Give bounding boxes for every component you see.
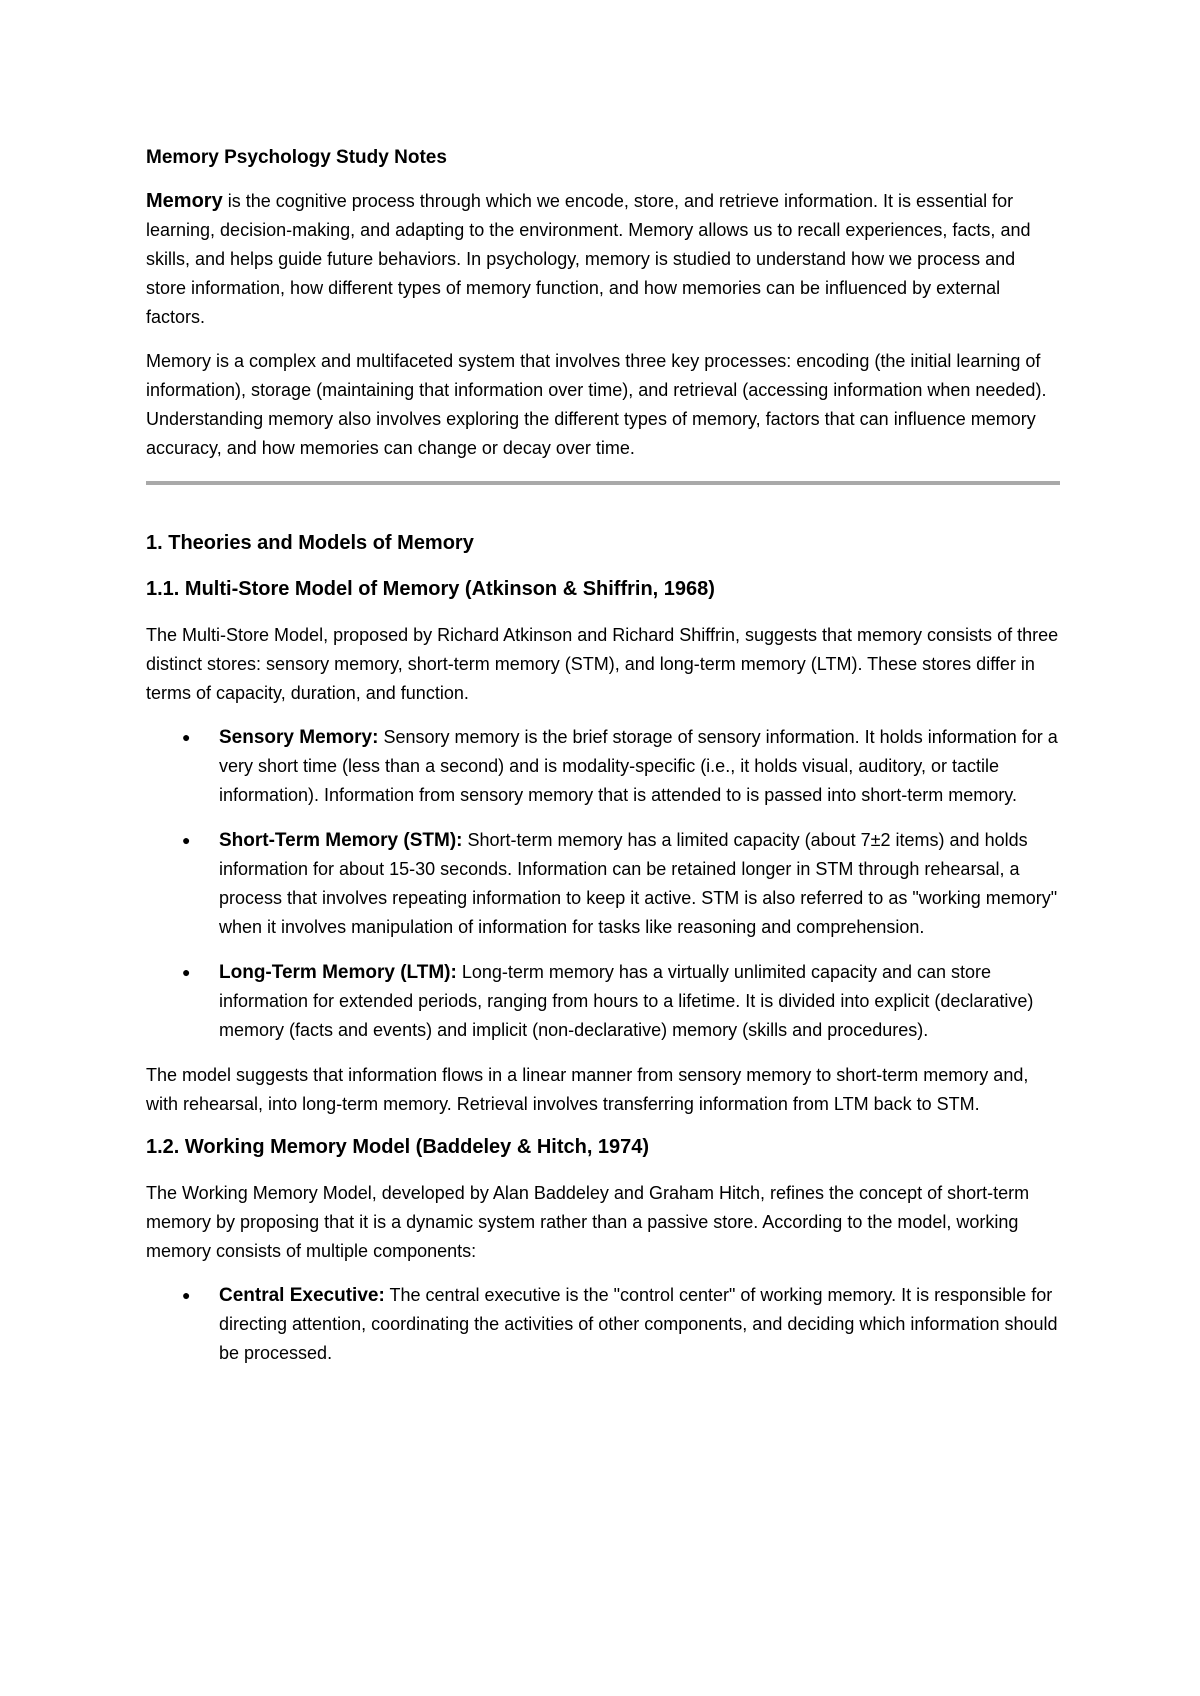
list-item-text: Short-term memory has a limited capacity (about 7±2 items) and holds information for about 15-30 seconds. Information can be retained longer in STM through rehearsal, a process that involves repeating information to keep it active. STM is also referred to as "working memory" when it involves manipulation of information for tasks like reasoning and comprehension. xyxy=(219,830,1058,937)
subsection-heading-1-2: 1.2. Working Memory Model (Baddeley & Hitch, 1974) xyxy=(146,1136,650,1158)
horizontal-divider xyxy=(146,481,1060,485)
list-item xyxy=(146,958,1060,1045)
bullet-list-memory-stores xyxy=(146,723,1060,1045)
list-item-text: The central executive is the "control center" of working memory. It is responsible for directing attention, coordinating the activities of other components, and deciding which information should be processed. xyxy=(219,1285,1058,1363)
list-item-term: Sensory Memory: xyxy=(219,727,379,748)
subsection-heading-1-1: 1.1. Multi-Store Model of Memory (Atkinson & Shiffrin, 1968) xyxy=(146,578,715,600)
bullet-icon: ● xyxy=(182,964,191,980)
list-item xyxy=(146,826,1060,942)
list-item xyxy=(146,723,1060,810)
intro-paragraph-1 xyxy=(146,187,1060,332)
bullet-icon: ● xyxy=(182,729,191,745)
list-item xyxy=(146,1281,1060,1368)
list-item-term: Long-Term Memory (LTM): xyxy=(219,962,457,983)
subsection-1-1-intro: The Multi-Store Model, proposed by Richard Atkinson and Richard Shiffrin, suggests that memory consists of three distinct stores: sensory memory, short-term memory (STM), and long-term memory (LTM). These stores differ in terms of capacity, duration, and function. xyxy=(146,625,1059,703)
list-item-term: Short-Term Memory (STM): xyxy=(219,830,463,851)
bullet-icon: ● xyxy=(182,1287,191,1303)
intro-lead-term: Memory xyxy=(146,190,223,212)
section-heading: 1. Theories and Models of Memory xyxy=(146,532,474,554)
subsection-1-2-intro: The Working Memory Model, developed by Alan Baddeley and Graham Hitch, refines the concept of short-term memory by proposing that it is a dynamic system rather than a passive store. According to the model, working memory consists of multiple components: xyxy=(146,1183,1030,1261)
intro-paragraph-1-text: is the cognitive process through which we encode, store, and retrieve information. It is essential for learning, decision-making, and adapting to the environment. Memory allows us to recall experiences, facts, and skills, and helps guide future behaviors. In psychology, memory is studied to understand how we process and store information, how different types of memory function, and how memories can be influenced by external factors. xyxy=(146,191,1031,327)
subsection-1-1-conclusion: The model suggests that information flows in a linear manner from sensory memory to short-term memory and, with rehearsal, into long-term memory. Retrieval involves transferring information from LTM back to STM. xyxy=(146,1065,1029,1114)
list-item-text: Sensory memory is the brief storage of sensory information. It holds information for a very short time (less than a second) and is modality-specific (i.e., it holds visual, auditory, or tactile information). Information from sensory memory that is attended to is passed into short-term memory. xyxy=(219,727,1058,805)
intro-paragraph-2: Memory is a complex and multifaceted system that involves three key processes: encoding (the initial learning of information), storage (maintaining that information over time), and retrieval (accessing information when needed). Understanding memory also involves exploring the different types of memory, factors that can influence memory accuracy, and how memories can change or decay over time. xyxy=(146,351,1047,458)
bullet-icon: ● xyxy=(182,832,191,848)
document-title: Memory Psychology Study Notes xyxy=(146,147,447,168)
list-item-text: Long-term memory has a virtually unlimited capacity and can store information for extended periods, ranging from hours to a lifetime. It is divided into explicit (declarative) memory (facts and events) and implicit (non-declarative) memory (skills and procedures). xyxy=(219,962,1034,1040)
bullet-list-working-memory xyxy=(146,1281,1060,1368)
list-item-term: Central Executive: xyxy=(219,1285,385,1306)
